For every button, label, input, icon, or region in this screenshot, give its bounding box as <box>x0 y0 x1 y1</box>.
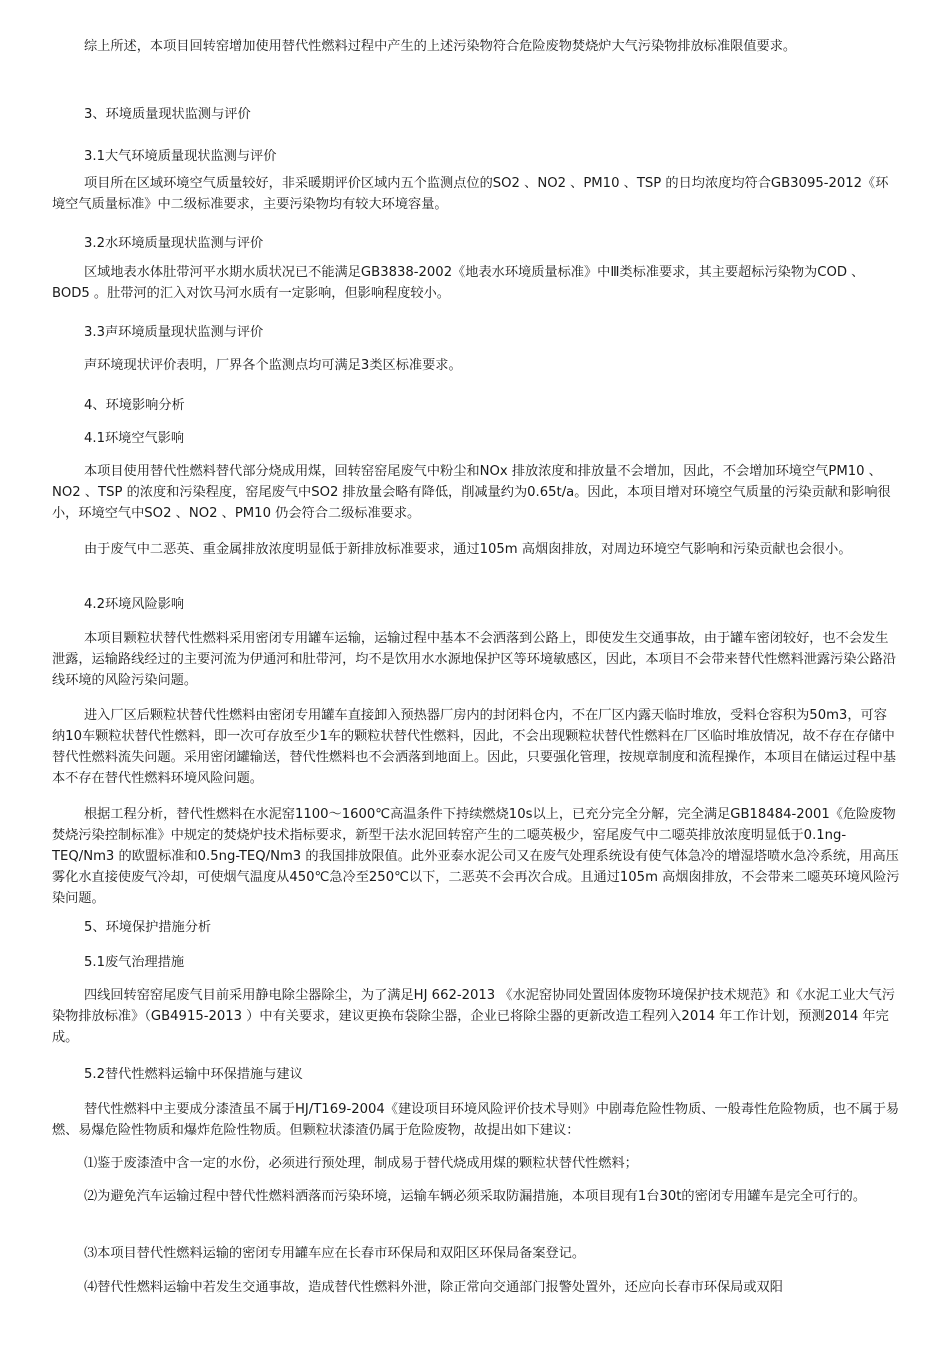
recommendation-1: ⑴鉴于废漆渣中含一定的水份，必须进行预处理，制成易于替代烧成用煤的颗粒状替代性燃料； <box>84 1156 638 1171</box>
conclusion-paragraph: 综上所述，本项目回转窑增加使用替代性燃料过程中产生的上述污染物符合危险废物焚烧炉大气污染物排放标准限值要求。 <box>84 39 797 54</box>
recommendation-3: ⑶本项目替代性燃料运输的密闭专用罐车应在长春市环保局和双阳区环保局备案登记。 <box>84 1246 586 1261</box>
storage-risk-paragraph: 进入厂区后颗粒状替代性燃料由密闭专用罐车直接卸入预热器厂房内的封闭料仓内，不在厂区内露天临时堆放，受料仓容积为50m3，可容纳10车颗粒状替代性燃料，即一次可存放至少1车的颗粒状替代性燃料，因此，不会出现颗粒状替代性燃料在厂区临时堆放情况，故不存在存储中替代性燃料流失问题。采用密闭罐输送，替代性燃料也不会洒落到地面上。因此，只要强化管理，按规章制度和流程操作，本项目在储运过程中基本不存在替代性燃料环境风险问题。 <box>52 708 896 786</box>
subsection-heading-3-1: 3.1大气环境质量现状监测与评价 <box>84 149 277 164</box>
noise-paragraph: 声环境现状评价表明，厂界各个监测点均可满足3类区标准要求。 <box>84 358 462 373</box>
section-heading-5: 5、环境保护措施分析 <box>84 920 212 935</box>
subsection-heading-4-2: 4.2环境风险影响 <box>84 597 185 612</box>
water-quality-paragraph: 区域地表水体肚带河平水期水质状况已不能满足GB3838-2002《地表水环境质量标准》中Ⅲ类标准要求，其主要超标污染物为COD 、BOD5 。肚带河的汇入对饮马河水质有一定影响，但影响程度较小。 <box>52 265 865 301</box>
transport-risk-paragraph: 本项目颗粒状替代性燃料采用密闭专用罐车运输，运输过程中基本不会洒落到公路上，即使发生交通事故，由于罐车密闭较好，也不会发生泄露，运输路线经过的主要河流为伊通河和肚带河，均不是饮用水水源地保护区等环境敏感区，因此，本项目不会带来替代性燃料泄露污染公路沿线环境的风险污染问题。 <box>52 631 896 688</box>
subsection-heading-3-3: 3.3声环境质量现状监测与评价 <box>84 325 264 340</box>
subsection-heading-4-1: 4.1环境空气影响 <box>84 431 185 446</box>
air-impact-paragraph: 本项目使用替代性燃料替代部分烧成用煤，回转窑窑尾废气中粉尘和NOx 排放浓度和排放量不会增加，因此，不会增加环境空气PM10 、NO2 、TSP 的浓度和污染程度，窑尾废气中SO2 排放量会略有降低，削减量约为0.65t/a。因此，本项目增对环境空气质量的污染贡献和影响很小，环境空气中SO2 、NO2 、PM10 仍会符合二级标准要求。 <box>52 464 891 521</box>
subsection-heading-3-2: 3.2水环境质量现状监测与评价 <box>84 236 264 251</box>
air-quality-paragraph: 项目所在区域环境空气质量较好，非采暖期评价区域内五个监测点位的SO2 、NO2 、PM10 、TSP 的日均浓度均符合GB3095-2012《环境空气质量标准》中二级标准要求，主要污染物均有较大环境容量。 <box>52 176 889 212</box>
section-heading-3: 3、环境质量现状监测与评价 <box>84 107 251 122</box>
subsection-heading-5-2: 5.2替代性燃料运输中环保措施与建议 <box>84 1067 303 1082</box>
transport-measures-intro: 替代性燃料中主要成分漆渣虽不属于HJ/T169-2004《建设项目环境风险评价技术导则》中剧毒危险性物质、一般毒性危险物质，也不属于易燃、易爆危险性物质和爆炸危险性物质。但颗粒状漆渣仍属于危险废物，故提出如下建议： <box>52 1102 900 1138</box>
subsection-heading-5-1: 5.1废气治理措施 <box>84 955 185 970</box>
recommendation-2: ⑵为避免汽车运输过程中替代性燃料洒落而污染环境，运输车辆必须采取防漏措施，本项目现有1台30t的密闭专用罐车是完全可行的。 <box>84 1189 867 1204</box>
dioxin-emission-paragraph: 由于废气中二恶英、重金属排放浓度明显低于新排放标准要求，通过105m 高烟囱排放，对周边环境空气影响和污染贡献也会很小。 <box>84 542 852 557</box>
recommendation-4: ⑷替代性燃料运输中若发生交通事故，造成替代性燃料外泄，除正常向交通部门报警处置外，还应向长春市环保局或双阳 <box>84 1280 783 1295</box>
section-heading-4: 4、环境影响分析 <box>84 398 185 413</box>
exhaust-treatment-paragraph: 四线回转窑窑尾废气目前采用静电除尘器除尘，为了满足HJ 662-2013 《水泥窑协同处置固体废物环境保护技术规范》和《水泥工业大气污染物排放标准》（GB4915-2013 ）中有关要求，建议更换布袋除尘器，企业已将除尘器的更新改造工程列入2014 年工作计划，预测2014 年完成。 <box>52 988 895 1045</box>
combustion-analysis-paragraph: 根据工程分析，替代性燃料在水泥窑1100～1600℃高温条件下持续燃烧10s以上，已充分完全分解，完全满足GB18484-2001《危险废物焚烧污染控制标准》中规定的焚烧炉技术指标要求，新型干法水泥回转窑产生的二噁英极少，窑尾废气中二噁英排放浓度明显低于0.1ng-TEQ/Nm3 的欧盟标准和0.5ng-TEQ/Nm3 的我国排放限值。此外亚泰水泥公司又在废气处理系统设有使气体急冷的增湿塔喷水急冷系统，用高压雾化水直接使废气冷却，可使烟气温度从450℃急冷至250℃以下，二恶英不会再次合成。且通过105m 高烟囱排放，不会带来二噁英环境风险污染问题。 <box>52 807 900 906</box>
